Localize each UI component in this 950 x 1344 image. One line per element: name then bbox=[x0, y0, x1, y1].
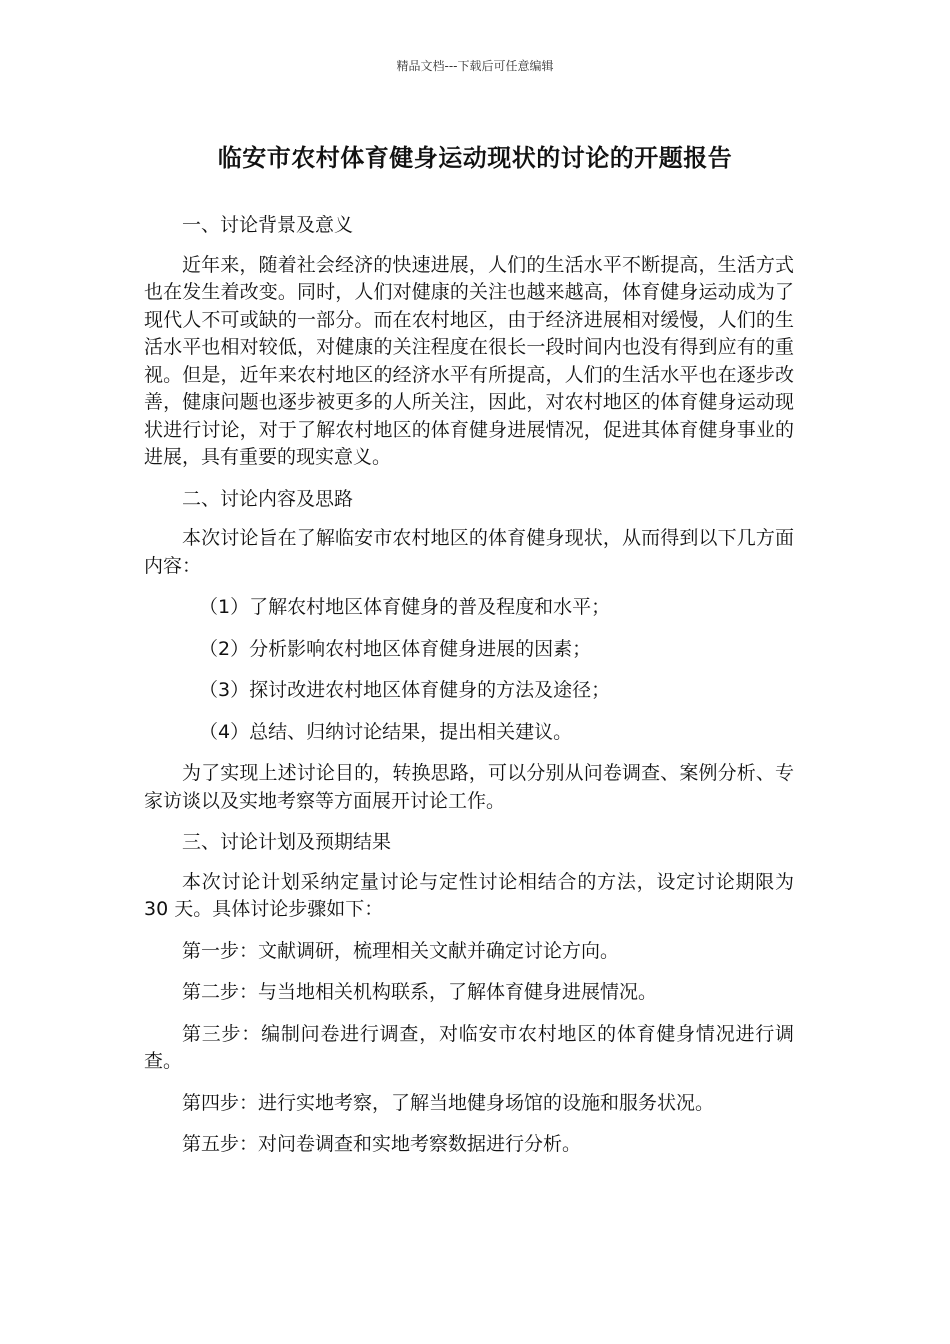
section-heading-content: 二、讨论内容及思路 bbox=[182, 487, 354, 510]
document-body bbox=[144, 212, 794, 1173]
step-item: 第三步：编制问卷进行调查，对临安市农村地区的体育健身情况进行调查。 bbox=[144, 1022, 794, 1072]
paragraph-content-intro: 本次讨论旨在了解临安市农村地区的体育健身现状，从而得到以下几方面内容： bbox=[144, 527, 794, 577]
step-item: 第五步：对问卷调查和实地考察数据进行分析。 bbox=[182, 1133, 582, 1155]
paragraph-plan-intro: 本次讨论计划采纳定量讨论与定性讨论相结合的方法，设定讨论期限为 30 天。具体讨论步骤如下： bbox=[144, 870, 794, 920]
page-header-note: 精品文档---下载后可任意编辑 bbox=[396, 59, 554, 73]
list-item: （2）分析影响农村地区体育健身进展的因素； bbox=[199, 637, 592, 660]
list-item: （4）总结、归纳讨论结果，提出相关建议。 bbox=[199, 720, 573, 743]
section-heading-background: 一、讨论背景及意义 bbox=[182, 214, 354, 236]
document-title: 临安市农村体育健身运动现状的讨论的开题报告 bbox=[217, 144, 733, 172]
list-item: （3）探讨改进农村地区体育健身的方法及途径； bbox=[199, 679, 611, 701]
step-item: 第二步：与当地相关机构联系，了解体育健身进展情况。 bbox=[182, 981, 658, 1003]
step-item: 第四步：进行实地考察，了解当地健身场馆的设施和服务状况。 bbox=[182, 1091, 715, 1114]
paragraph-background: 近年来，随着社会经济的快速进展，人们的生活水平不断提高，生活方式也在发生着改变。同时，人们对健康的关注也越来越高，体育健身运动成为了现代人不可或缺的一部分。而在农村地区，由于经济进展相对缓慢，人们的生活水平也相对较低，对健康的关注程度在很长一段时间内也没有得到应有的重视。但是，近年来农村地区的经济水平有所提高，人们的生活水平也在逐步改善，健康问题也逐步被更多的人所关注，因此，对农村地区的体育健身运动现状进行讨论，对于了解农村地区的体育健身进展情况，促进其体育健身事业的进展，具有重要的现实意义。 bbox=[144, 253, 794, 468]
section-heading-plan: 三、讨论计划及预期结果 bbox=[182, 831, 392, 853]
step-item: 第一步：文献调研，梳理相关文献并确定讨论方向。 bbox=[182, 939, 620, 962]
list-item: （1）了解农村地区体育健身的普及程度和水平； bbox=[199, 596, 611, 618]
paragraph-content-closing: 为了实现上述讨论目的，转换思路，可以分别从问卷调查、案例分析、专家访谈以及实地考察等方面展开讨论工作。 bbox=[144, 762, 794, 812]
